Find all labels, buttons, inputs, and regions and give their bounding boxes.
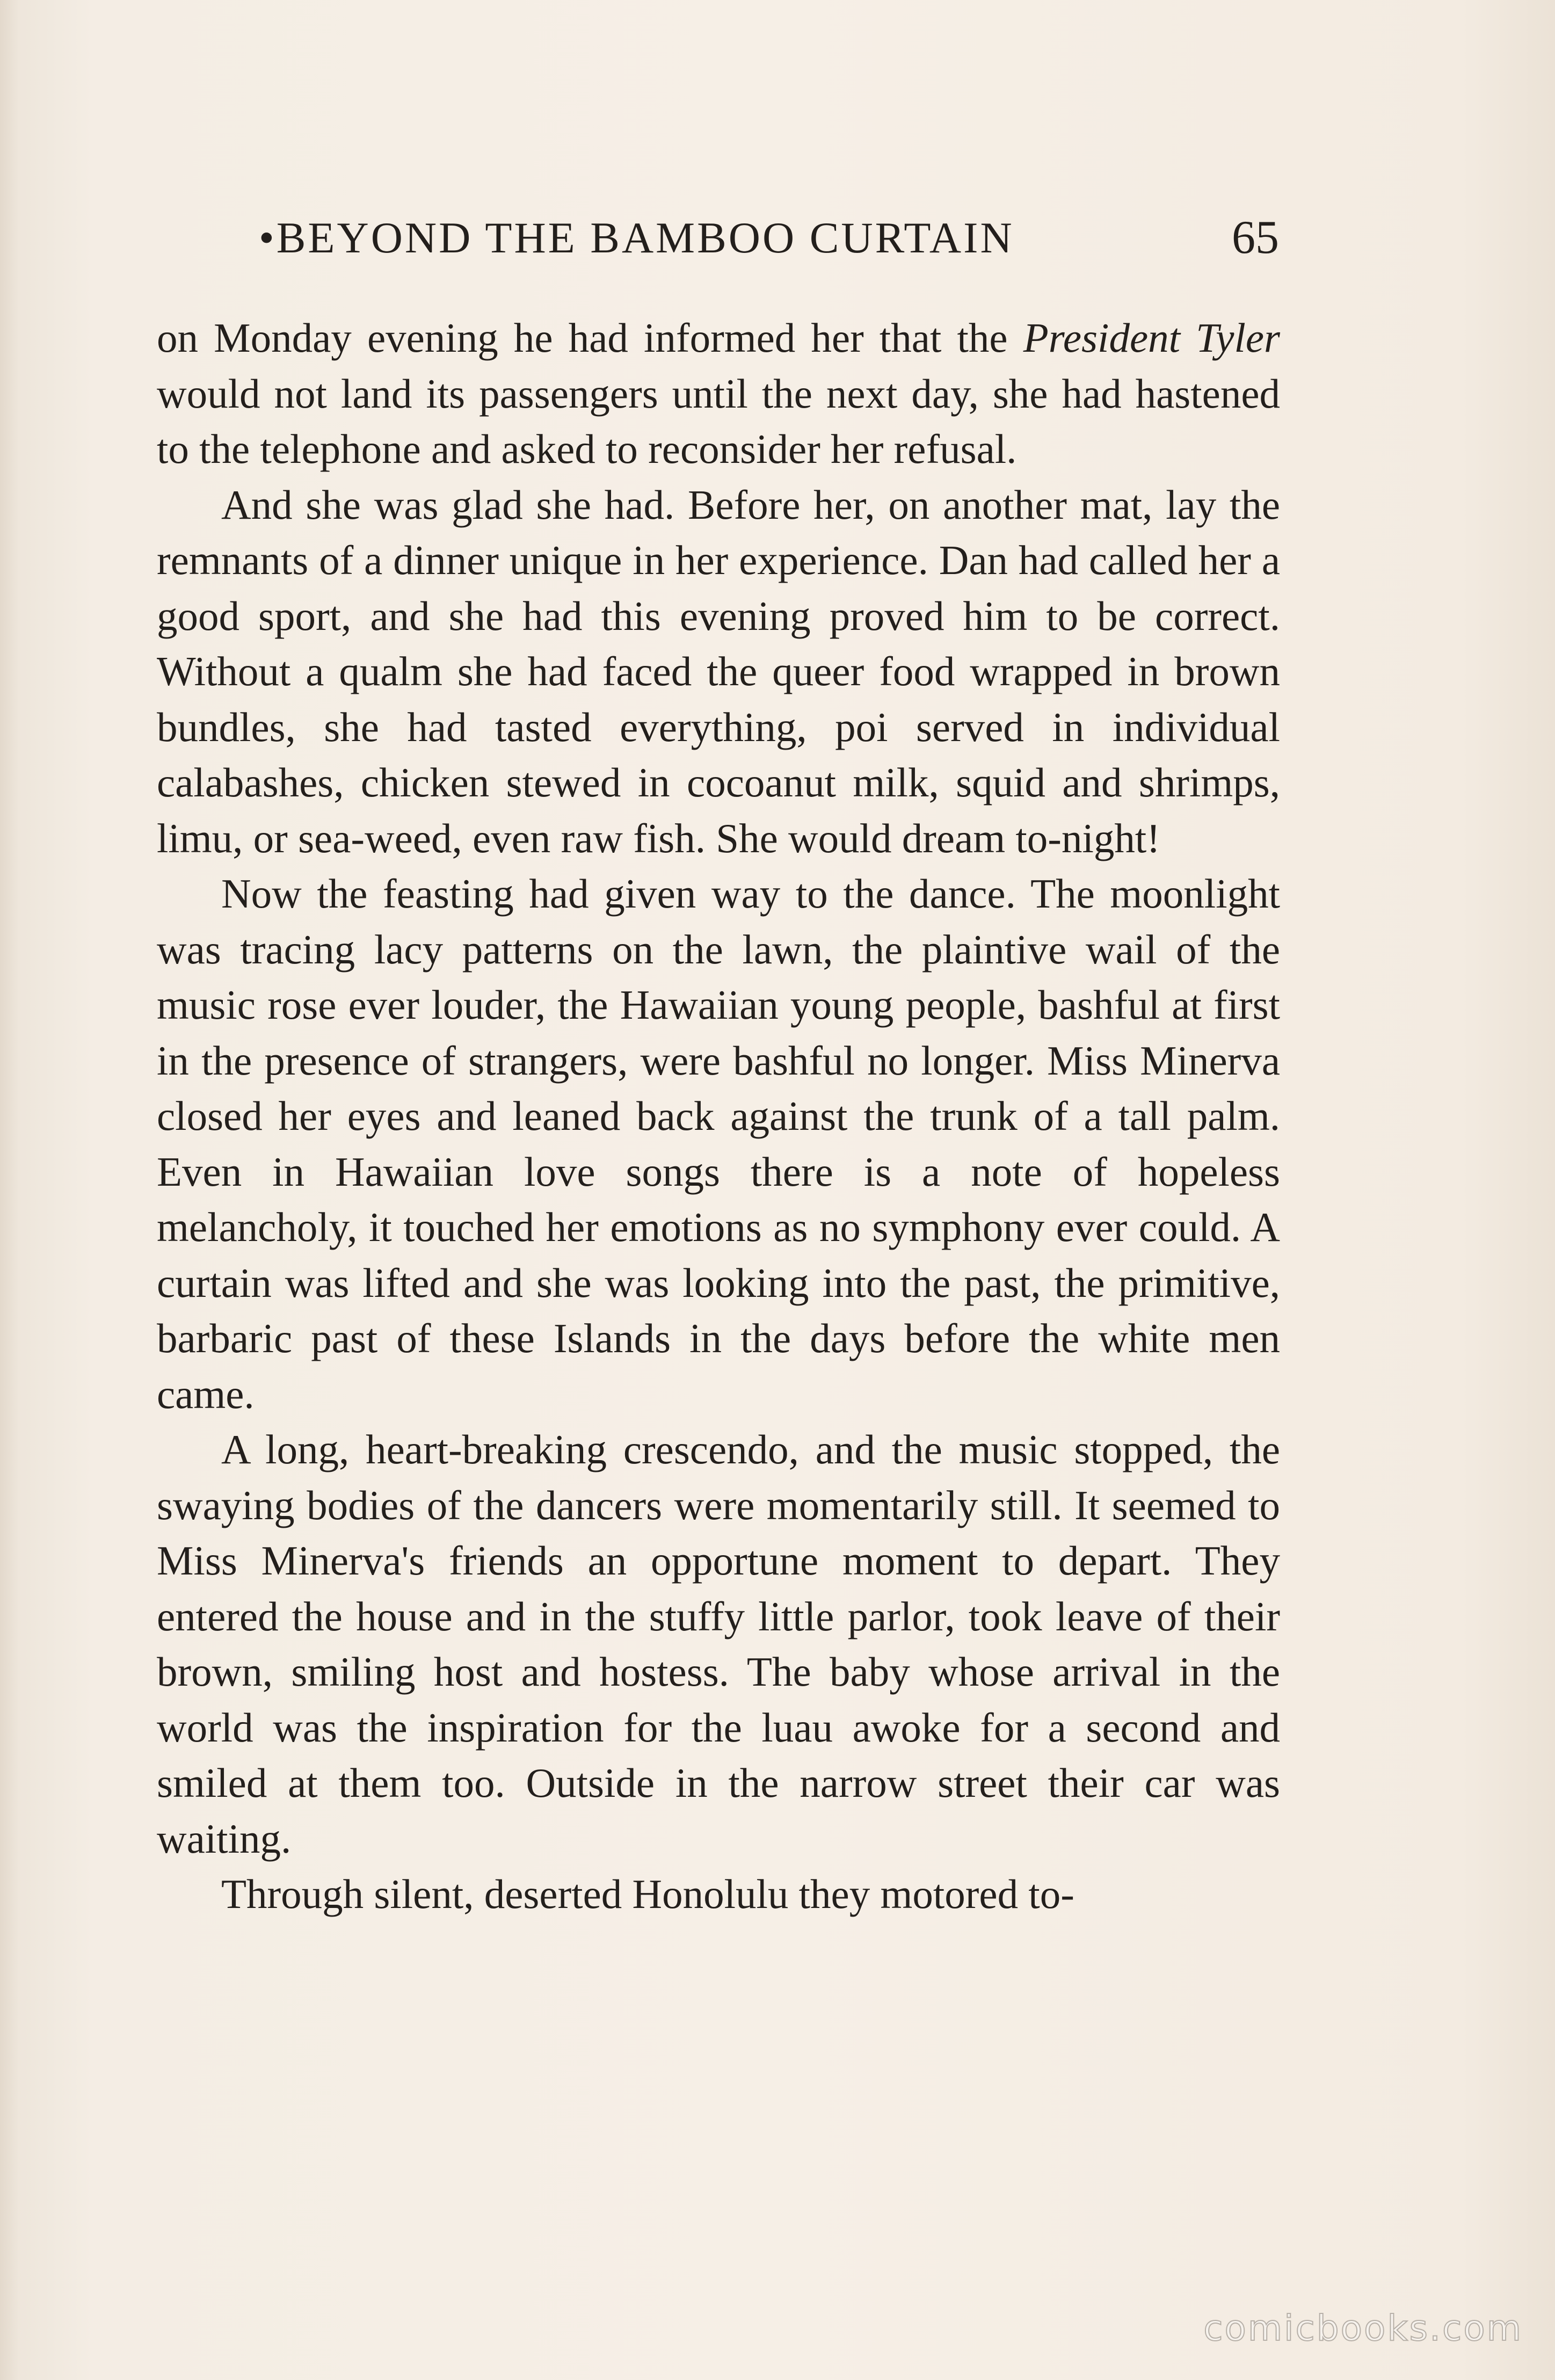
paragraph-3: Now the feasting had given way to the dance. The moonlight was tracing lacy patterns on the lawn, the plaintive wail of the music rose ever louder, the Hawaiian young people, bashful at first in the presence of strangers, were bashful no longer. Miss Minerva closed her eyes and leaned back against the trunk of a tall palm. Even in Hawaiian love songs there is a note of hopeless melancholy, it touched her emotions as no symphony ever could. A curtain was lifted and she was looking into the past, the primitive, barbaric past of these Islands in the days before the white men came. (157, 870, 1280, 1417)
paragraph-1 (157, 310, 1280, 477)
body-text (157, 310, 1280, 1922)
ship-name: President Tyler (1023, 315, 1280, 361)
page-number: 65 (1232, 212, 1279, 264)
watermark: comicbooks.com (1203, 2308, 1523, 2349)
paragraph-1-text-end: would not land its passengers until the next day, she had hastened to the telephone and asked to reconsider her refusal. (157, 370, 1280, 472)
paragraph-5: Through silent, deserted Honolulu they motored to- (221, 1871, 1074, 1917)
running-head: •BEYOND THE BAMBOO CURTAIN (259, 213, 1014, 262)
page-edge-shadow (0, 0, 18, 2380)
paragraph-2: And she was glad she had. Before her, on another mat, lay the remnants of a dinner unique in her experience. Dan had called her a good sport, and she had this evening proved him to be correct. Without a qualm she had faced the queer food wrapped in brown bundles, she had tasted everything, poi served in individual calabashes, chicken stewed in cocoanut milk, squid and shrimps, limu, or sea-weed, even raw fish. She would dream to-night! (157, 481, 1280, 861)
paragraph-1-text-start: on Monday evening he had informed her that the (157, 315, 1023, 361)
page-header (259, 208, 1279, 267)
paragraph-4: A long, heart-breaking crescendo, and the music stopped, the swaying bodies of the dancers were momentarily still. It seemed to Miss Minerva's friends an opportune moment to depart. They entered the house and in the stuffy little parlor, took leave of their brown, smiling host and hostess. The baby whose arrival in the world was the inspiration for the luau awoke for a second and smiled at them too. Outside in the narrow street their car was waiting. (157, 1426, 1280, 1862)
